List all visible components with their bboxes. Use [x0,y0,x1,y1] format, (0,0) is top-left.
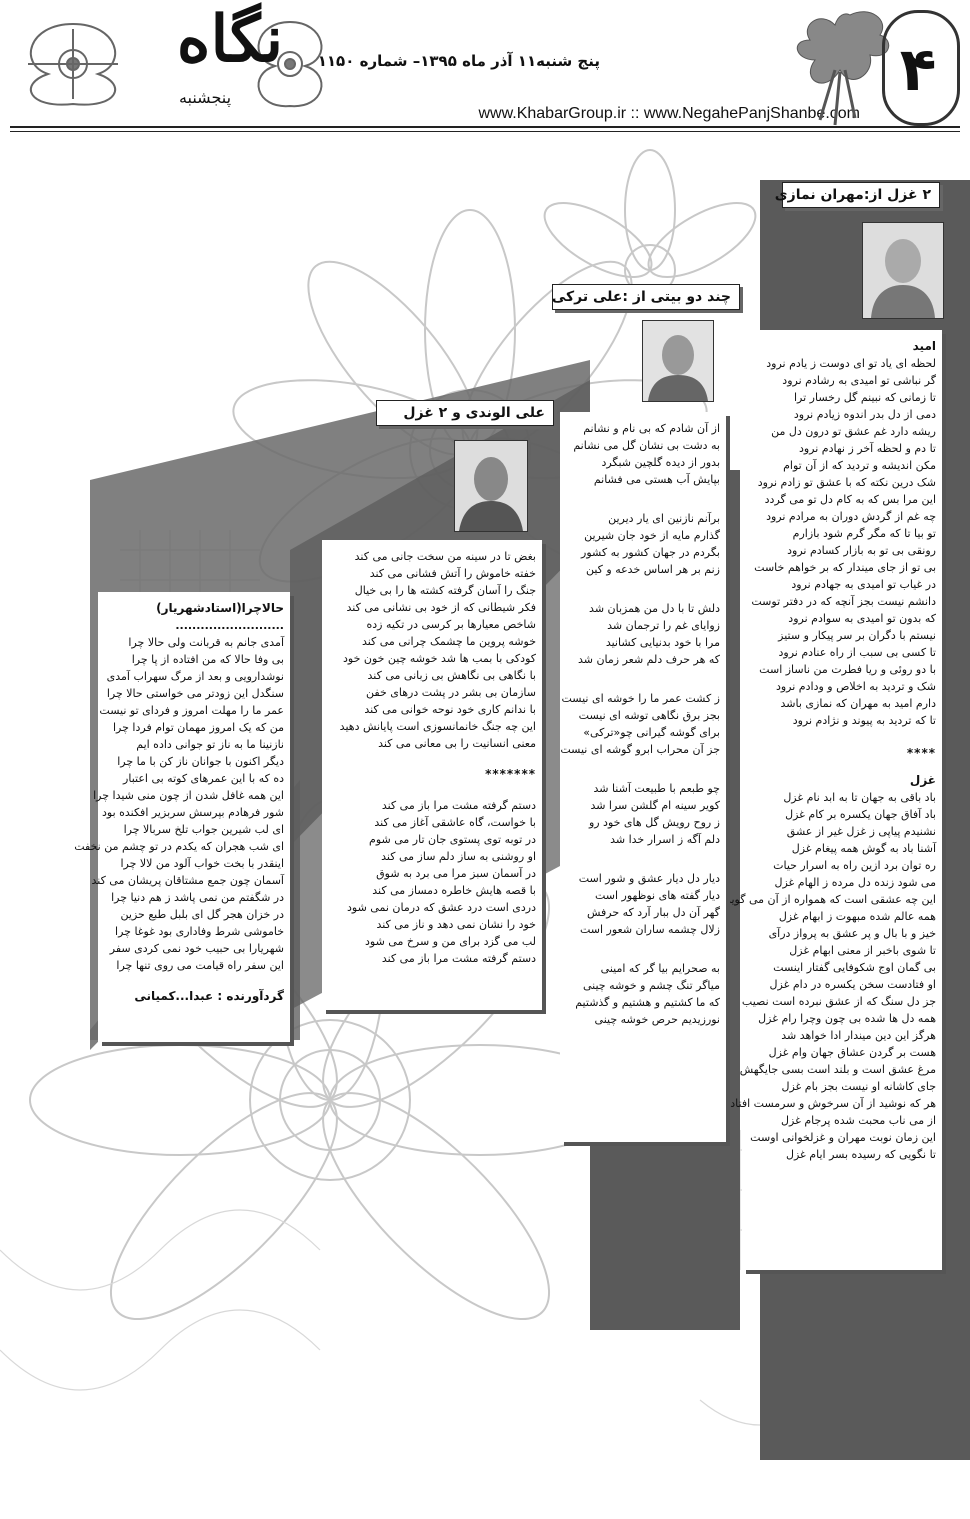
website-urls: www.KhabarGroup.ir :: www.NegahePanjShanbe.com [478,105,860,122]
poem-line: دلش تا با دل من همزبان شد [589,602,720,615]
poem-line: دلم آگه ز اسرار خدا شد [610,833,720,846]
col1-subhead-omid: امید [912,339,936,353]
col3-author-photo [454,440,528,532]
poem-line: آشنا باد به گوش همه پیغام غزل [791,842,936,855]
stanza [560,690,720,758]
poem-line: میاگر تنگ چشم و خوشه چینی [582,979,720,992]
poem-line: ای شب هجران که یکدم در تو چشم من نخفت [74,840,284,853]
poem-line: با خواست، گاه عاشقی آغاز می کند [374,816,536,829]
poem-line: با ندانم کاری خود نوحه خوانی می کند [364,703,536,716]
poem-line: هرگز این دین میندار ادا خواهد شد [781,1029,936,1042]
poem-line: تا که تردید به پیوند و نژادم نرود [792,714,936,727]
poem-line: لحظه ای یاد تو ای دوست ز یادم نرود [766,357,936,370]
col1-body [725,330,942,1270]
masthead-title: نگاه [176,2,284,77]
poem-line: شاخص معیارها بر کرسی در تکیه زده [366,618,536,631]
masthead-subtitle: پنجشنبه [178,88,232,107]
poem-line: دستم گرفته مشت مرا باز می کند [381,799,536,812]
poem-line: من که یک امروز مهمان توام فردا چرا [113,721,284,734]
col4-credit: گردآورنده : عبدا...کمیانی [134,989,284,1003]
poem-line: ز کشت عمر ما را خوشه ای نیست [561,692,720,705]
poem-line: به صحرایم بیا گر که امینی [600,962,720,975]
poem-line: گذارم مایه از خود جان شیرین [584,529,720,542]
masthead-logo [150,2,300,118]
col4-poem [74,634,284,974]
poem-line: دیار گفته های نوظهور است [594,889,720,902]
poem-line: شور فرهادم بپرسش سربزیر افکنده بود [101,806,284,819]
poem-line: مکن اندیشه و تردید که از آن توام [783,459,936,472]
col1-stars: **** [906,746,936,760]
poem-line: او فتادست سخن یکسره در دام غزل [769,978,936,991]
poem-line: در شگفتم من نمی پاشد ز هم دنیا چرا [111,891,284,904]
poem-line: مرغ عشق است و بلند است بسی جایگهش [739,1063,936,1076]
poem-line: سنگدل این زودتر می خواستی حالا چرا [106,687,284,700]
stanza [566,600,720,668]
poem-line: زوایای غم را ترجمان شد [607,619,720,632]
poem-line: ز روح رویش گل های خود رو [588,816,720,829]
col3-poem2 [328,797,536,967]
col1-author-photo [862,222,944,319]
stanza [566,510,720,578]
stanza [566,780,720,848]
poem-line: لب می گزد برای من و سرخ می شود [364,935,536,948]
poem-line: از آن شادم که بی نام و نشانم [583,422,720,435]
poem-line: این سفر راه قیامت می روی تنها چرا [116,959,284,972]
poem-line: فکر شیطانی که از خود بی نشانی می کند [346,601,536,614]
poem-line: چه غم از گردش دوران به مرادم نرود [766,510,936,523]
poem-line: که هر حرف دلم شعر زمان شد [577,653,720,666]
poem-line: جای کاشانه او نیست بجز بام غزل [781,1080,936,1093]
poem-line: دمی از دل بدر اندوه زیادم نرود [793,408,936,421]
poem-line: خود را نشان نمی دهد و ناز می کند [376,918,536,931]
poem-line: در توبه توی پستوی جان تار می شوم [369,833,536,846]
col3-poem1 [328,548,536,752]
poem-line: همه عالم شده مبهوت ز ابهام غزل [778,910,936,923]
poem-line: این زمان نوبت مهران و غزلخوانی اوست [750,1131,936,1144]
poem-line: در غیاب تو امیدی به جهادم نرود [791,578,936,591]
poem-line: ره توان برد ازین راه به اسرار حیات [773,859,936,872]
poem-line: بگردم در جهان کشور به کشور [581,546,720,559]
poem-line: این چه عشقی است که همواره از آن می گوید [725,893,936,906]
col3-stars: ******* [485,767,536,781]
poem-line: آسمان چون جمع مشتاقان پریشان می کند [91,874,284,887]
poem-line: با قصه هایش خاطره دمساز می کند [372,884,536,897]
poem-line: با نگاهی بی نگاهش بی زبانی می کند [367,669,536,682]
poem-line: بدور از دیده گلچین شبگرد [601,456,720,469]
portrait-icon [455,441,527,531]
poem-line: کودکی با بمب ها شد خوشه چین خون خود [342,652,536,665]
poem-line: باد آفاق جهان یکسره بر کام غزل [785,808,936,821]
col3-body [322,540,542,1010]
header-rule-bottom [10,131,960,132]
poem-line: برای گوشه گیرانی چو«ترکی» [583,726,720,739]
portrait-icon [863,223,943,318]
poem-line: نوشدارویی و بعد از مرگ سهراب آمدی [106,670,284,683]
stanza [566,870,720,938]
poem-line: با دو روئی و ریا فطرت من ناساز است [759,663,936,676]
poem-line: دیگر اکنون با جوانان ناز کن با ما چرا [117,755,284,768]
poem-line: بی وفا حالا که من افتاده از پا چرا [131,653,284,666]
poem-line: گهر آن دل ببار آرد که حرفش [587,906,720,919]
poem-line: مرا با خود بدنیایی کشانید [605,636,720,649]
poem-line: ده که با این عمرهای کوته بی اعتبار [123,772,284,785]
poem-line: بغض تا در سینه من سخت جانی می کند [354,550,536,563]
poem-line: که بدون تو امیدی به سوادم نرود [788,612,936,625]
poem-line: جز آن محراب ابرو گوشه ای نیست [560,743,720,756]
poem-line: خیز و با بال و پر عشق به پرواز درآی [768,927,936,940]
poem-line: شهریارا بی حبیب خود نمی کردی سفر [109,942,284,955]
col3-title: علی الوندی و ۲ غزل [376,400,554,426]
stanza [566,420,720,488]
col2-body [560,412,726,1142]
poem-line: باد باقی به جهان تا به ابد نام غزل [783,791,936,804]
poem-line: این چه جنگ خانمانسوزی است پایانش دهید [339,720,536,733]
poem-line: زنم بر هر اساس خدعه و کین [585,563,720,576]
poem-line: دردی است درد عشق که درمان نمی شود [347,901,536,914]
poem-line: هست بر گردن عشاق جهان وام غزل [768,1046,936,1059]
poem-line: این همه غافل شدن از چون منی شیدا چرا [93,789,284,802]
poem-line: شک و تردید به اخلاص و ودادم نرود [775,680,936,693]
poem-line: اینقدر با بخت خواب آلود من لالا چرا [120,857,284,870]
poem-line: او روشنی به ساز دلم ساز می کند [381,850,536,863]
poem-line: بجز برق نگاهی توشه ای نیست [578,709,720,722]
poem-line: ای لب شیرین جواب تلخ سربالا چرا [123,823,284,836]
page-header [0,0,970,140]
poem-line: رونقی بی تو به بازار کسادم نرود [787,544,936,557]
poem-line: تا نگویی که رسیده بسر ایام غزل [786,1148,936,1161]
col1-title: ۲ غزل از:مهران نمازی [782,182,940,208]
poem-line: عمر ما را مهلت امروز و فردای تو نیست [99,704,284,717]
col2-title: چند دو بیتی از :علی ترکی [552,284,740,310]
col1-poem1 [748,355,936,729]
poem-line: خفته خاموش را آتش فشانی می کند [369,567,536,580]
col2-stanzas [560,420,720,1028]
page-number: ۴ [899,35,937,105]
poem-line: نیستم با دگران بر سر پیکار و ستیز [778,629,936,642]
poem-line: در آسمان سبز مرا می برد به شوق [376,867,536,880]
poem-line: همه دل ها شده بی چون وچرا رام غزل [758,1012,936,1025]
poem-line: تو بیا تا که مگر گرم شود بازارم [792,527,936,540]
poem-line: می شود زنده دل مرده ز الهام غزل [774,876,936,889]
poem-line: نورزیدیم حرص خوشه چینی [594,1013,720,1026]
col2-author-photo [642,320,714,402]
portrait-icon [643,321,713,401]
ornament-left [8,14,138,114]
poem-line: هر که نوشید از آن سرخوش و سرمست افتاد [730,1097,936,1110]
poem-line: از می ناب محبت شده پرجام غزل [781,1114,936,1127]
poem-line: آمدی جانم به قربانت ولی حالا چرا [128,636,284,649]
poem-line: جنگ را آسان گرفته کشته ها را بی خیال [354,584,536,597]
issue-date-line: پنج شنبه۱۱ آذر ماه ۱۳۹۵– شماره ۱۱۵۰ [317,52,600,70]
poem-line: خوشه پروین ما چشمک چرانی می کند [361,635,536,648]
poem-line: برآنم نازنین ای یار دیرین [608,512,720,525]
poem-line: جز دل سنگ که از عشق نبرده است نصیب [741,995,936,1008]
poem-line: کویر سینه ام گلشن سرا شد [590,799,720,812]
stanza [566,960,720,1028]
col4-body [74,592,290,1042]
poem-line: تا کسی بی سبب از راه عنادم نرود [778,646,936,659]
header-rule-top [10,126,960,128]
poem-line: این مرا بس که به کام دل تو می گردد [764,493,936,506]
poem-line: به دشت بی نشان گل می نشانم [573,439,720,452]
poem-line: تا زمانی که نبینم گل رخسار ترا [794,391,936,404]
poem-line: نازنینا ما به ناز تو جوانی داده ایم [136,738,284,751]
poem-line: دیار دل دیار عشق و شور است [578,872,720,885]
poem-line: بی تو از جای میندار که بر خواهم خاست [754,561,936,574]
col4-dots: .......................... [175,619,284,632]
poem-line: دارم امید به مهران که نمازی باشد [780,697,936,710]
poem-line: گر نباشی تو امیدی به رشادم نرود [782,374,936,387]
poem-line: سازمان بی بشر در پشت درهای خفن [366,686,536,699]
poem-line: زلال چشمه ساران شعور است [579,923,720,936]
col1-subhead-ghazal: غزل [909,773,936,787]
poem-line: معنی انسانیت را بی معانی می کند [378,737,536,750]
poem-line: که ما کشتیم و هشتیم و گذشتیم [575,996,720,1009]
poem-line: تا شوی باخبر از معنی ابهام غزل [789,944,936,957]
poem-line: ریشه دارد غم عشق تو درون دل من [771,425,936,438]
poem-line: بی گمان اوج شکوفایی گفتار اینست [773,961,936,974]
poem-line: در خزان هجر گل ای بلبل طبع حزین [120,908,284,921]
poem-line: تا دم و لحظه آخر ز نهادم نرود [798,442,936,455]
poem-line: دانشم نیست بجز آنچه که در دفتر توست [751,595,936,608]
col1-poem2 [725,789,936,1163]
poem-line: بپایش آب هستی می فشانم [593,473,720,486]
poem-line: دستم گرفته مشت مرا باز می کند [381,952,536,965]
poem-line: چو طبعم با طبیعت آشنا شد [593,782,720,795]
poem-line: شک درین نکته که با عشق تو زادم نرود [757,476,936,489]
poem-line: نشنیدم پیاپی ز غزل غیر از عشق [786,825,936,838]
col4-title: حالاچرا(استادشهریار) [156,601,284,615]
poem-line: خاموشی شرط وفاداری بود غوغا چرا [115,925,284,938]
